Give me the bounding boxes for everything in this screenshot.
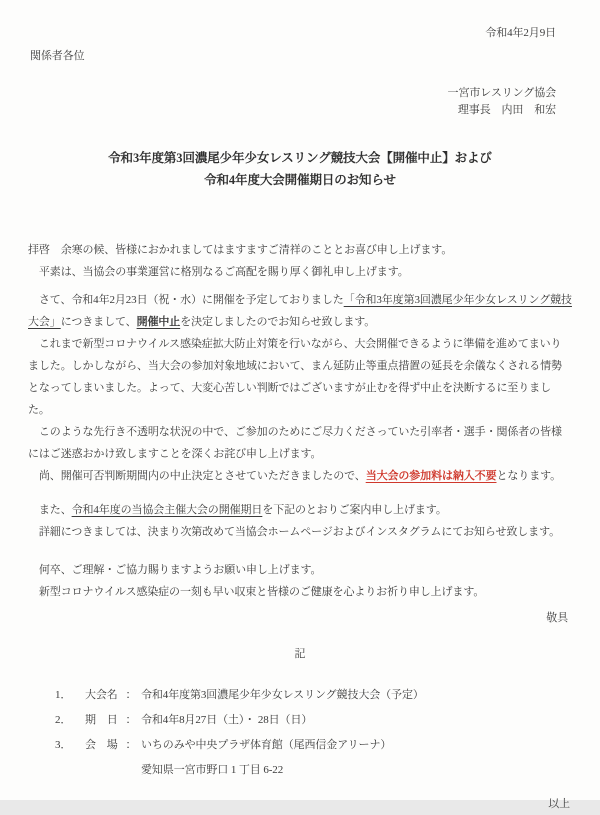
venue-address: 愛知県一宮市野口 1 丁目 6-22 bbox=[141, 764, 284, 776]
paragraph-background: これまで新型コロナウイルス感染症拡大防止対策を行いながら、大会開催できるように準備を進めてまいりました。しかしながら、当大会の参加対象地域において、まん延防止等重点措置の延長を余儀なくされる情勢となってしまいました。よって、大変心苦しい判断ではございますが止むを得ず中止を決断するに至りました。 bbox=[28, 338, 562, 416]
paragraph-cancellation bbox=[28, 289, 572, 333]
detail-row-date bbox=[55, 708, 600, 733]
cancel-word-emphasis: 開催中止 bbox=[136, 316, 181, 328]
text-run: となります。 bbox=[496, 470, 562, 482]
item-value-event-name: 令和4年度第3回濃尾少年少女レスリング競技大会（予定） bbox=[141, 689, 424, 701]
item-colon: ： bbox=[125, 689, 137, 701]
text-run: 尚、開催可否判断期間内の中止決定とさせていただきましたので、 bbox=[28, 470, 366, 482]
detail-row-event-name bbox=[55, 683, 600, 708]
paragraph-request: 何卒、ご理解・ご協力賜りますようお願い申し上げます。 bbox=[28, 564, 322, 576]
sender-block bbox=[0, 85, 600, 119]
paragraph-fee bbox=[28, 465, 572, 487]
paragraph-next-event bbox=[28, 499, 572, 521]
next-event-underlined: 令和4年度の当協会主催大会の開催期日 bbox=[71, 504, 263, 516]
title-line-2: 令和4年度大会開催期日のお知らせ bbox=[204, 173, 396, 187]
closing-keigu: 敬具 bbox=[546, 612, 568, 624]
text-run: につきまして、 bbox=[60, 316, 137, 328]
event-detail-list bbox=[0, 683, 600, 783]
title-line-1: 令和3年度第3回濃尾少年少女レスリング競技大会【開催中止】および bbox=[108, 151, 492, 165]
item-label: 期 日 bbox=[85, 714, 118, 726]
item-value-date: 令和4年8月27日（土）・ 28日（日） bbox=[141, 714, 313, 726]
item-number: 2． bbox=[55, 714, 72, 726]
letter-body bbox=[0, 239, 600, 603]
end-marker-ijou: 以上 bbox=[548, 798, 570, 810]
item-label: 大会名 bbox=[85, 689, 118, 701]
greeting-line-2: 平素は、当協会の事業運営に格別なるご高配を賜り厚く御礼申し上げます。 bbox=[28, 266, 409, 278]
event-name-underlined: 「令和3年度第3回濃尾少年少女レスリング競技大会」 bbox=[28, 294, 572, 328]
item-colon: ： bbox=[125, 714, 137, 726]
item-number: 3． bbox=[55, 739, 72, 751]
paragraph-details-notice: 詳細につきましては、決まり次第改めて当協会ホームページおよびインスタグラムにてお知らせ致します。 bbox=[28, 526, 561, 538]
text-run: を下記のとおりご案内申し上げます。 bbox=[262, 504, 447, 516]
item-value-venue: いちのみや中央プラザ体育館（尾西信金アリーナ） bbox=[141, 739, 392, 751]
paragraph-wish: 新型コロナウイルス感染症の一刻も早い収束と皆様のご健康を心よりお祈り申し上げます。 bbox=[28, 586, 485, 598]
greeting-line-1: 拝啓 余寒の候、皆様におかれましてはますますご清祥のこととお喜び申し上げます。 bbox=[28, 244, 453, 256]
text-run: さて、令和4年2月23日（祝・水）に開催を予定しておりました bbox=[28, 294, 344, 306]
item-number: 1． bbox=[55, 689, 72, 701]
sender-president: 理事長 内田 和宏 bbox=[457, 104, 556, 116]
record-marker-ki: 記 bbox=[294, 648, 306, 660]
item-colon: ： bbox=[125, 739, 137, 751]
document-title bbox=[0, 147, 600, 191]
sender-organization: 一宮市レスリング協会 bbox=[447, 87, 556, 99]
item-label: 会 場 bbox=[85, 739, 118, 751]
detail-row-venue bbox=[55, 733, 600, 758]
text-run: を決定しましたのでお知らせ致します。 bbox=[180, 316, 376, 328]
document-date: 令和4年2月9日 bbox=[485, 27, 556, 39]
paragraph-apology: このような先行き不透明な状況の中で、ご参加のためにご尽力くださっていた引率者・選手・関係者の皆様にはご迷惑おかけ致しますことを深くお詫び申し上げます。 bbox=[28, 426, 562, 460]
text-run: また、 bbox=[28, 504, 72, 516]
fee-notice-emphasis: 当大会の参加料は納入不要 bbox=[365, 470, 497, 482]
addressee: 関係者各位 bbox=[30, 50, 85, 62]
